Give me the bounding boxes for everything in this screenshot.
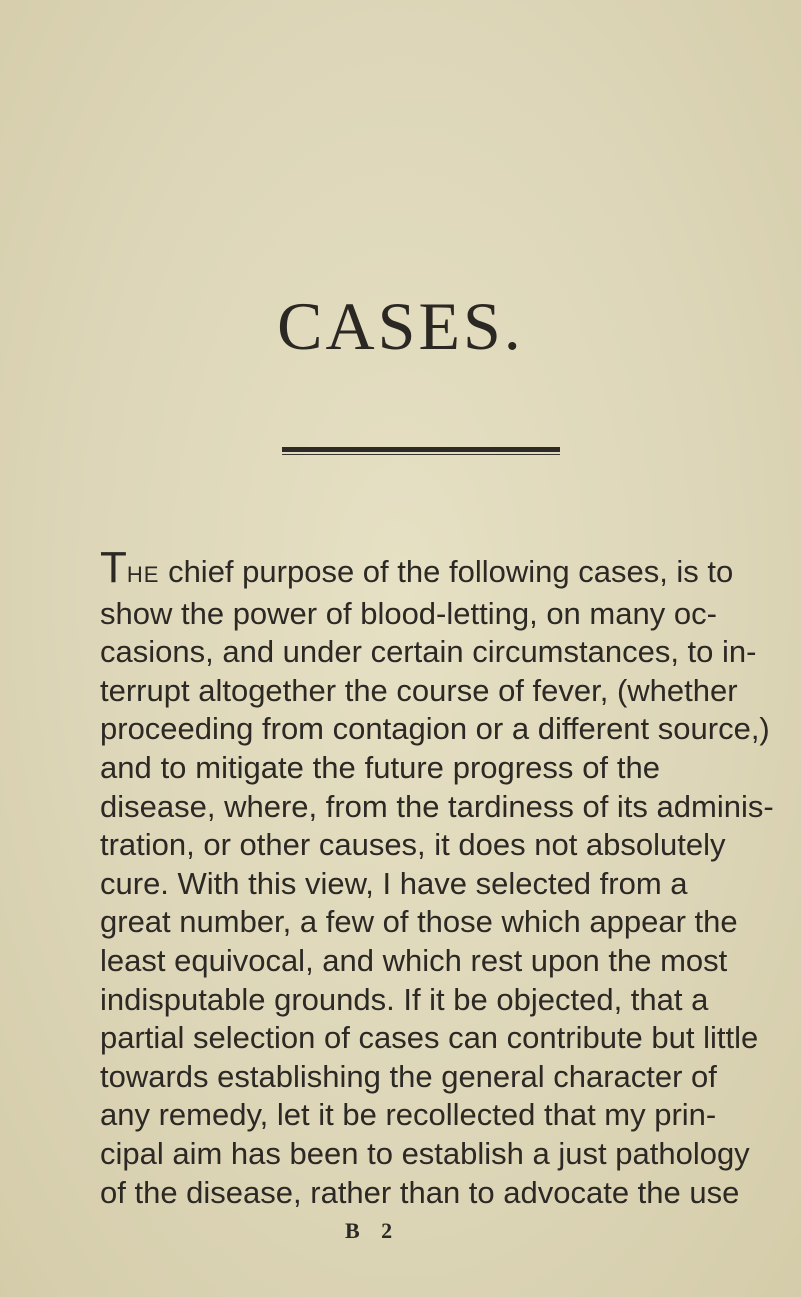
paragraph-line: tration, or other causes, it does not absolutely <box>100 827 726 863</box>
paragraph-line: terrupt altogether the course of fever, (whether <box>100 672 738 708</box>
first-line-text: chief purpose of the following cases, is to <box>159 554 734 589</box>
signature-mark: B 2 <box>345 1218 401 1243</box>
paragraph-line: cure. With this view, I have selected from a <box>100 865 688 901</box>
title-rule-thin <box>282 454 560 455</box>
paragraph-line: show the power of blood-letting, on many oc- <box>100 595 717 631</box>
title-rule <box>282 447 560 455</box>
paragraph-line: least equivocal, and which rest upon the most <box>100 942 728 978</box>
paragraph-line: partial selection of cases can contribute but little <box>100 1020 759 1056</box>
paragraph-line: towards establishing the general character of <box>100 1058 717 1094</box>
small-caps: HE <box>126 562 160 587</box>
drop-cap: T <box>100 543 127 592</box>
paragraph-line: of the disease, rather than to advocate the use <box>100 1174 740 1210</box>
paragraph-line: great number, a few of those which appear the <box>100 904 738 940</box>
paragraph-line: cipal aim has been to establish a just pathology <box>100 1135 750 1171</box>
paragraph-line: proceeding from contagion or a different source,) <box>100 711 770 747</box>
page-title: CASES. <box>277 288 524 364</box>
paragraph-line: indisputable grounds. If it be objected, that a <box>100 981 709 1017</box>
paragraph-line: casions, and under certain circumstances, to in- <box>100 634 757 670</box>
body-paragraph <box>100 543 774 1212</box>
paragraph-line: any remedy, let it be recollected that my prin- <box>100 1097 717 1133</box>
title-rule-thick <box>282 447 560 452</box>
paragraph-line: and to mitigate the future progress of the <box>100 749 660 785</box>
paragraph-line <box>100 543 734 595</box>
paragraph-line: disease, where, from the tardiness of its adminis- <box>100 788 774 824</box>
